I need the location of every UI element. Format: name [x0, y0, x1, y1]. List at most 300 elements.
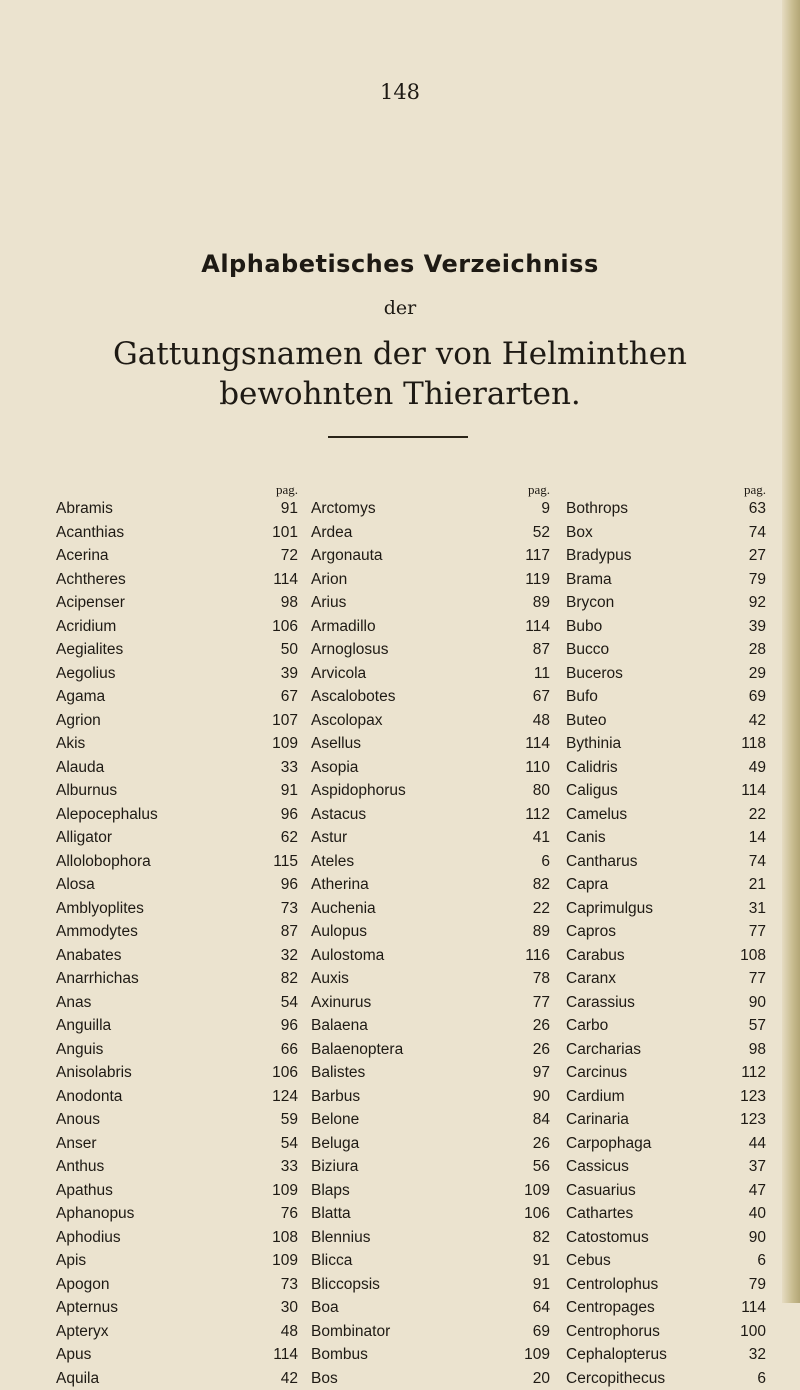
index-entry — [311, 1367, 550, 1390]
entry-genus-name: Anous — [56, 1108, 100, 1132]
subtitle-line-1: Gattungsnamen der von Helminthen — [0, 334, 800, 374]
entry-page-number: 90 — [533, 1085, 550, 1109]
index-entry — [56, 826, 298, 850]
entry-genus-name: Boa — [311, 1296, 339, 1320]
index-entry — [56, 638, 298, 662]
entry-genus-name: Carabus — [566, 944, 625, 968]
entry-genus-name: Astacus — [311, 803, 366, 827]
entry-genus-name: Bubo — [566, 615, 602, 639]
entry-page-number: 49 — [749, 756, 766, 780]
pag-header: pag. — [56, 483, 298, 497]
entry-genus-name: Cardium — [566, 1085, 625, 1109]
index-entry — [311, 826, 550, 850]
index-entry — [566, 1343, 766, 1367]
entry-genus-name: Apus — [56, 1343, 91, 1367]
entry-genus-name: Argonauta — [311, 544, 383, 568]
entry-genus-name: Aphodius — [56, 1226, 121, 1250]
index-entry — [311, 568, 550, 592]
index-entry — [311, 1061, 550, 1085]
entry-page-number: 84 — [533, 1108, 550, 1132]
index-entry — [566, 1085, 766, 1109]
index-entry — [566, 497, 766, 521]
entry-genus-name: Cantharus — [566, 850, 638, 874]
index-column-1 — [56, 483, 298, 1390]
entry-genus-name: Beluga — [311, 1132, 359, 1156]
entry-genus-name: Brama — [566, 568, 612, 592]
entry-page-number: 32 — [281, 944, 298, 968]
index-entry — [56, 662, 298, 686]
entry-genus-name: Carinaria — [566, 1108, 629, 1132]
entry-genus-name: Apis — [56, 1249, 86, 1273]
pag-header: pag. — [566, 483, 766, 497]
entry-page-number: 6 — [757, 1249, 766, 1273]
index-entry — [311, 873, 550, 897]
index-entry — [56, 1061, 298, 1085]
entry-page-number: 32 — [749, 1343, 766, 1367]
index-entry — [566, 920, 766, 944]
entry-genus-name: Carcharias — [566, 1038, 641, 1062]
entry-page-number: 22 — [533, 897, 550, 921]
index-entry — [566, 1061, 766, 1085]
entry-genus-name: Anodonta — [56, 1085, 122, 1109]
entry-page-number: 74 — [749, 850, 766, 874]
index-entry — [56, 1273, 298, 1297]
entry-genus-name: Cebus — [566, 1249, 611, 1273]
entry-genus-name: Blatta — [311, 1202, 351, 1226]
index-entry — [566, 1155, 766, 1179]
index-entry — [56, 685, 298, 709]
entry-genus-name: Auxis — [311, 967, 349, 991]
entry-page-number: 29 — [749, 662, 766, 686]
pag-header: pag. — [311, 483, 550, 497]
entry-genus-name: Ascolopax — [311, 709, 383, 733]
index-entry — [311, 709, 550, 733]
entry-genus-name: Armadillo — [311, 615, 376, 639]
entry-genus-name: Agrion — [56, 709, 101, 733]
entry-page-number: 109 — [272, 1249, 298, 1273]
entry-genus-name: Blennius — [311, 1226, 370, 1250]
index-entry — [56, 1249, 298, 1273]
entry-genus-name: Biziura — [311, 1155, 358, 1179]
index-entry — [56, 944, 298, 968]
index-entry — [56, 1085, 298, 1109]
entry-genus-name: Alburnus — [56, 779, 117, 803]
index-entry — [311, 1296, 550, 1320]
index-entry — [566, 568, 766, 592]
entry-genus-name: Aphanopus — [56, 1202, 134, 1226]
entry-page-number: 52 — [533, 521, 550, 545]
entry-page-number: 89 — [533, 920, 550, 944]
entry-page-number: 109 — [524, 1179, 550, 1203]
entry-page-number: 117 — [525, 544, 550, 568]
index-entry — [56, 920, 298, 944]
entry-page-number: 50 — [281, 638, 298, 662]
entry-page-number: 96 — [281, 1014, 298, 1038]
entry-genus-name: Ateles — [311, 850, 354, 874]
entry-page-number: 21 — [749, 873, 766, 897]
entry-page-number: 57 — [749, 1014, 766, 1038]
entry-genus-name: Astur — [311, 826, 347, 850]
entry-page-number: 77 — [533, 991, 550, 1015]
entry-genus-name: Camelus — [566, 803, 627, 827]
entry-genus-name: Balaena — [311, 1014, 368, 1038]
entry-genus-name: Arius — [311, 591, 346, 615]
entry-genus-name: Abramis — [56, 497, 113, 521]
entry-genus-name: Alligator — [56, 826, 112, 850]
index-entry — [56, 1367, 298, 1390]
index-entry — [311, 967, 550, 991]
entry-genus-name: Apteryx — [56, 1320, 109, 1344]
entry-page-number: 87 — [281, 920, 298, 944]
entry-page-number: 114 — [525, 615, 550, 639]
entry-genus-name: Anguilla — [56, 1014, 111, 1038]
entry-page-number: 82 — [533, 873, 550, 897]
entry-genus-name: Capros — [566, 920, 616, 944]
entry-genus-name: Bradypus — [566, 544, 631, 568]
entry-genus-name: Aquila — [56, 1367, 99, 1390]
index-entry — [311, 685, 550, 709]
index-entry — [56, 779, 298, 803]
entry-genus-name: Bos — [311, 1367, 338, 1390]
entry-genus-name: Auchenia — [311, 897, 376, 921]
entry-page-number: 54 — [281, 1132, 298, 1156]
index-entry — [56, 1014, 298, 1038]
entry-genus-name: Carassius — [566, 991, 635, 1015]
index-entry — [56, 1179, 298, 1203]
entry-page-number: 48 — [533, 709, 550, 733]
entry-genus-name: Anisolabris — [56, 1061, 132, 1085]
entry-genus-name: Arvicola — [311, 662, 366, 686]
entry-page-number: 33 — [281, 1155, 298, 1179]
entry-page-number: 106 — [272, 1061, 298, 1085]
index-entry — [566, 709, 766, 733]
index-entry — [56, 1343, 298, 1367]
entry-page-number: 73 — [281, 1273, 298, 1297]
entry-genus-name: Balistes — [311, 1061, 365, 1085]
entry-genus-name: Bythinia — [566, 732, 621, 756]
index-entry — [566, 1226, 766, 1250]
entry-page-number: 91 — [281, 779, 298, 803]
entry-genus-name: Carbo — [566, 1014, 608, 1038]
entry-genus-name: Anser — [56, 1132, 97, 1156]
entry-page-number: 78 — [533, 967, 550, 991]
index-entry — [311, 779, 550, 803]
entry-page-number: 26 — [533, 1132, 550, 1156]
index-entry — [566, 732, 766, 756]
entry-genus-name: Apathus — [56, 1179, 113, 1203]
index-entry — [566, 944, 766, 968]
index-entry — [566, 1249, 766, 1273]
entry-genus-name: Anthus — [56, 1155, 104, 1179]
entry-page-number: 98 — [281, 591, 298, 615]
index-entry — [311, 1273, 550, 1297]
index-entry — [566, 685, 766, 709]
entry-page-number: 114 — [273, 1343, 298, 1367]
entry-genus-name: Bombinator — [311, 1320, 390, 1344]
entry-page-number: 6 — [757, 1367, 766, 1390]
index-entry — [566, 1367, 766, 1390]
entry-genus-name: Bucco — [566, 638, 609, 662]
index-entry — [566, 826, 766, 850]
entry-page-number: 108 — [740, 944, 766, 968]
index-column-3 — [566, 483, 766, 1390]
entry-genus-name: Centrolophus — [566, 1273, 658, 1297]
index-entry — [566, 897, 766, 921]
entry-page-number: 91 — [281, 497, 298, 521]
entry-genus-name: Anas — [56, 991, 91, 1015]
entry-page-number: 77 — [749, 920, 766, 944]
index-entry — [56, 521, 298, 545]
entry-page-number: 91 — [533, 1273, 550, 1297]
entry-genus-name: Ammodytes — [56, 920, 138, 944]
entry-page-number: 100 — [740, 1320, 766, 1344]
index-entry — [311, 1343, 550, 1367]
entry-page-number: 123 — [740, 1085, 766, 1109]
entry-page-number: 112 — [741, 1061, 766, 1085]
entry-genus-name: Blicca — [311, 1249, 352, 1273]
index-entry — [566, 1273, 766, 1297]
entry-page-number: 114 — [273, 568, 298, 592]
index-entry — [311, 497, 550, 521]
entry-genus-name: Carpophaga — [566, 1132, 651, 1156]
entry-page-number: 112 — [525, 803, 550, 827]
entry-page-number: 114 — [741, 1296, 766, 1320]
entry-genus-name: Capra — [566, 873, 608, 897]
index-entry — [566, 615, 766, 639]
entry-genus-name: Anabates — [56, 944, 122, 968]
index-entry — [311, 638, 550, 662]
index-entry — [56, 756, 298, 780]
entry-genus-name: Brycon — [566, 591, 614, 615]
entry-page-number: 106 — [272, 615, 298, 639]
index-entry — [311, 991, 550, 1015]
entry-page-number: 69 — [749, 685, 766, 709]
entry-genus-name: Caligus — [566, 779, 618, 803]
entry-page-number: 90 — [749, 1226, 766, 1250]
entry-page-number: 73 — [281, 897, 298, 921]
index-entry — [311, 1226, 550, 1250]
entry-genus-name: Ardea — [311, 521, 352, 545]
entry-page-number: 74 — [749, 521, 766, 545]
index-entry — [56, 1038, 298, 1062]
entry-page-number: 31 — [749, 897, 766, 921]
entry-genus-name: Centropages — [566, 1296, 655, 1320]
index-entry — [566, 756, 766, 780]
entry-genus-name: Buceros — [566, 662, 623, 686]
entry-genus-name: Ascalobotes — [311, 685, 395, 709]
entry-page-number: 30 — [281, 1296, 298, 1320]
entry-page-number: 47 — [749, 1179, 766, 1203]
entry-page-number: 41 — [533, 826, 550, 850]
entry-genus-name: Arnoglosus — [311, 638, 389, 662]
entry-page-number: 64 — [533, 1296, 550, 1320]
entry-genus-name: Cercopithecus — [566, 1367, 665, 1390]
entry-genus-name: Bufo — [566, 685, 598, 709]
entry-genus-name: Centrophorus — [566, 1320, 660, 1344]
index-entry — [56, 1155, 298, 1179]
entry-genus-name: Aegolius — [56, 662, 115, 686]
entry-genus-name: Caprimulgus — [566, 897, 653, 921]
entry-genus-name: Acerina — [56, 544, 109, 568]
index-entry — [566, 662, 766, 686]
entry-page-number: 106 — [524, 1202, 550, 1226]
index-entry — [566, 991, 766, 1015]
entry-genus-name: Acanthias — [56, 521, 124, 545]
entry-genus-name: Canis — [566, 826, 606, 850]
entry-page-number: 92 — [749, 591, 766, 615]
entry-genus-name: Calidris — [566, 756, 618, 780]
entry-genus-name: Arctomys — [311, 497, 376, 521]
entry-page-number: 82 — [281, 967, 298, 991]
entry-page-number: 114 — [525, 732, 550, 756]
index-entry — [566, 803, 766, 827]
entry-page-number: 87 — [533, 638, 550, 662]
index-entry — [566, 1014, 766, 1038]
entry-page-number: 107 — [272, 709, 298, 733]
index-entry — [56, 991, 298, 1015]
entry-page-number: 63 — [749, 497, 766, 521]
entry-page-number: 109 — [272, 732, 298, 756]
entry-page-number: 116 — [525, 944, 550, 968]
entry-page-number: 67 — [533, 685, 550, 709]
index-entry — [566, 591, 766, 615]
index-entry — [566, 521, 766, 545]
entry-page-number: 98 — [749, 1038, 766, 1062]
index-entry — [566, 1038, 766, 1062]
subtitle-line-2: bewohnten Thierarten. — [0, 374, 800, 414]
index-entry — [566, 779, 766, 803]
index-entry — [56, 732, 298, 756]
entry-page-number: 6 — [541, 850, 550, 874]
entry-genus-name: Acipenser — [56, 591, 125, 615]
index-column-2 — [311, 483, 550, 1390]
entry-page-number: 89 — [533, 591, 550, 615]
entry-genus-name: Balaenoptera — [311, 1038, 403, 1062]
index-entry — [311, 615, 550, 639]
entry-page-number: 20 — [533, 1367, 550, 1390]
index-entry — [311, 1202, 550, 1226]
entry-page-number: 14 — [749, 826, 766, 850]
index-entry — [311, 756, 550, 780]
entry-genus-name: Apogon — [56, 1273, 109, 1297]
entry-page-number: 26 — [533, 1014, 550, 1038]
index-entry — [311, 920, 550, 944]
entry-genus-name: Buteo — [566, 709, 607, 733]
index-entry — [566, 1202, 766, 1226]
entry-genus-name: Blaps — [311, 1179, 350, 1203]
entry-page-number: 67 — [281, 685, 298, 709]
entry-genus-name: Bothrops — [566, 497, 628, 521]
entry-genus-name: Achtheres — [56, 568, 126, 592]
entry-page-number: 123 — [740, 1108, 766, 1132]
entry-page-number: 42 — [281, 1367, 298, 1390]
entry-genus-name: Caranx — [566, 967, 616, 991]
index-entry — [311, 850, 550, 874]
index-entry — [56, 967, 298, 991]
title-alphabetisches-verzeichniss: Alphabetisches Verzeichniss — [0, 250, 800, 278]
index-entry — [56, 568, 298, 592]
entry-page-number: 66 — [281, 1038, 298, 1062]
entry-genus-name: Axinurus — [311, 991, 371, 1015]
entry-genus-name: Belone — [311, 1108, 359, 1132]
entry-genus-name: Atherina — [311, 873, 369, 897]
entry-genus-name: Allolobophora — [56, 850, 151, 874]
index-entry — [311, 521, 550, 545]
index-entry — [566, 873, 766, 897]
index-entry — [56, 615, 298, 639]
index-entry — [566, 1132, 766, 1156]
entry-page-number: 48 — [281, 1320, 298, 1344]
index-entry — [311, 897, 550, 921]
index-entry — [311, 591, 550, 615]
index-entry — [566, 967, 766, 991]
index-entry — [566, 638, 766, 662]
entry-page-number: 118 — [741, 732, 766, 756]
entry-page-number: 97 — [533, 1061, 550, 1085]
entry-genus-name: Anguis — [56, 1038, 103, 1062]
entry-page-number: 119 — [525, 568, 550, 592]
index-entry — [311, 732, 550, 756]
entry-page-number: 56 — [533, 1155, 550, 1179]
entry-genus-name: Arion — [311, 568, 347, 592]
index-entry — [566, 544, 766, 568]
index-entry — [56, 709, 298, 733]
entry-page-number: 69 — [533, 1320, 550, 1344]
index-entry — [56, 1108, 298, 1132]
entry-genus-name: Asopia — [311, 756, 358, 780]
entry-page-number: 114 — [741, 779, 766, 803]
entry-genus-name: Aulopus — [311, 920, 367, 944]
entry-page-number: 108 — [272, 1226, 298, 1250]
index-entry — [311, 944, 550, 968]
entry-genus-name: Akis — [56, 732, 85, 756]
entry-page-number: 72 — [281, 544, 298, 568]
index-entry — [56, 897, 298, 921]
entry-genus-name: Cassicus — [566, 1155, 629, 1179]
divider-rule — [328, 436, 468, 438]
entry-page-number: 62 — [281, 826, 298, 850]
index-entry — [56, 591, 298, 615]
entry-page-number: 39 — [749, 615, 766, 639]
entry-page-number: 110 — [525, 756, 550, 780]
entry-genus-name: Bombus — [311, 1343, 368, 1367]
index-entry — [566, 1320, 766, 1344]
entry-page-number: 22 — [749, 803, 766, 827]
page-number: 148 — [0, 80, 800, 104]
entry-genus-name: Bliccopsis — [311, 1273, 380, 1297]
index-entry — [311, 544, 550, 568]
entry-genus-name: Aspidophorus — [311, 779, 406, 803]
entry-page-number: 11 — [534, 662, 550, 686]
index-entry — [566, 850, 766, 874]
entry-page-number: 44 — [749, 1132, 766, 1156]
index-entry — [311, 1132, 550, 1156]
entry-page-number: 40 — [749, 1202, 766, 1226]
index-entry — [56, 544, 298, 568]
entry-page-number: 76 — [281, 1202, 298, 1226]
entry-page-number: 59 — [281, 1108, 298, 1132]
entry-page-number: 39 — [281, 662, 298, 686]
index-entry — [566, 1296, 766, 1320]
index-entry — [311, 1038, 550, 1062]
index-entry — [311, 1155, 550, 1179]
entry-genus-name: Aulostoma — [311, 944, 384, 968]
index-entry — [56, 873, 298, 897]
index-entry — [56, 1226, 298, 1250]
entry-genus-name: Alauda — [56, 756, 104, 780]
entry-genus-name: Apternus — [56, 1296, 118, 1320]
entry-genus-name: Cathartes — [566, 1202, 633, 1226]
